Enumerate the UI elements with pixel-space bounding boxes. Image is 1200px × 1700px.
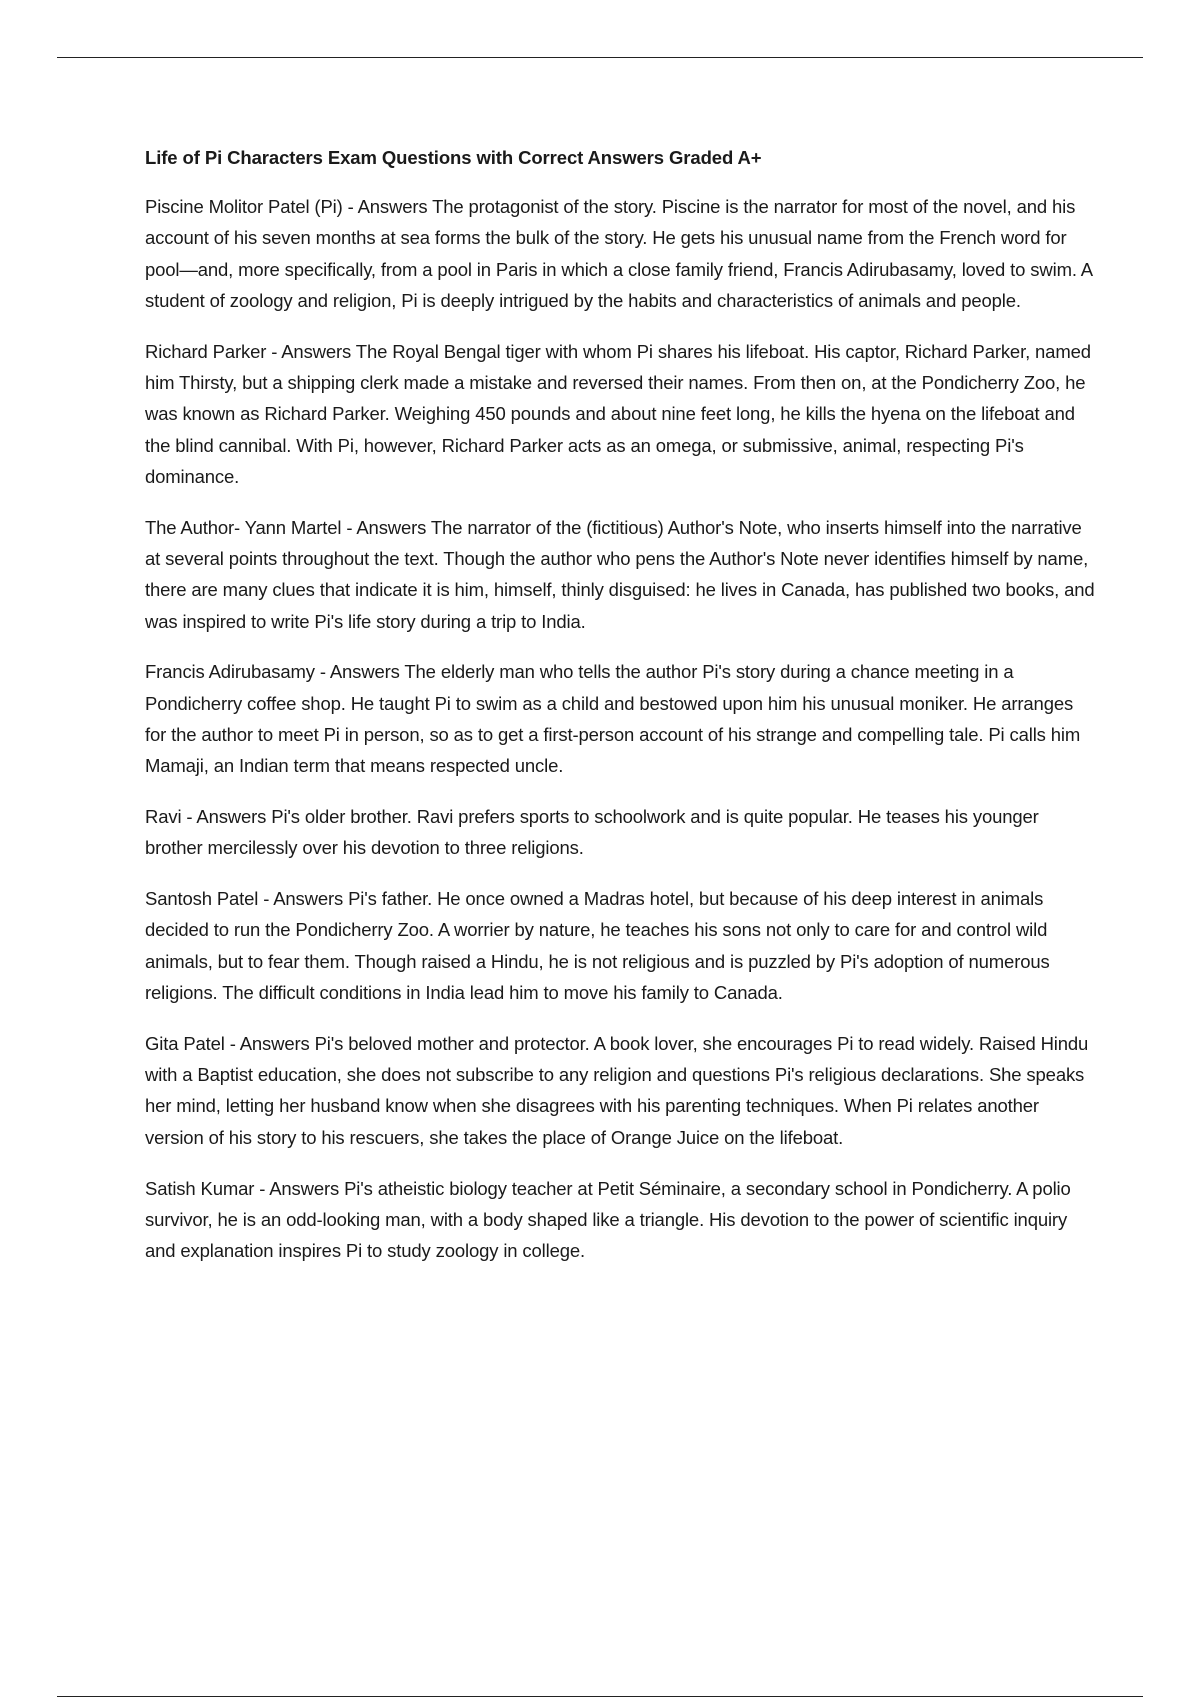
entry-gita-patel: Gita Patel - Answers Pi's beloved mother and protector. A book lover, she encourages Pi to read widely. Raised Hindu with a Baptist education, she does not subscribe to any religion and questions Pi's religious declarations. She speaks her mind, letting her husband know when she disagrees with his parenting techniques. When Pi relates another version of his story to his rescuers, she takes the place of Orange Juice on the lifeboat.	[145, 1032, 1089, 1148]
document-title: Life of Pi Characters Exam Questions with Correct Answers Graded A+	[145, 147, 762, 168]
entry-piscine-patel: Piscine Molitor Patel (Pi) - Answers The protagonist of the story. Piscine is the narrator for most of the novel, and his account of his seven months at sea forms the bulk of the story. He gets his unusual name from the French word for pool—and, more specifically, from a pool in Paris in which a close family friend, Francis Adirubasamy, loved to swim. A student of zoology and religion, Pi is deeply intrigued by the habits and characteristics of animals and people.	[145, 196, 1092, 311]
entry-santosh-patel: Santosh Patel - Answers Pi's father. He once owned a Madras hotel, but because of his deep interest in animals decided to run the Pondicherry Zoo. A worrier by nature, he teaches his sons not only to care for and control wild animals, but to fear them. Though raised a Hindu, he is not religious and is puzzled by Pi's adoption of numerous religions. The difficult conditions in India lead him to move his family to Canada.	[145, 888, 1050, 1004]
entry-yann-martel: The Author- Yann Martel - Answers The narrator of the (fictitious) Author's Note, who inserts himself into the narrative at several points throughout the text. Though the author who pens the Author's Note never identifies himself by name, there are many clues that indicate it is him, himself, thinly disguised: he lives in Canada, has published two books, and was inspired to write Pi's life story during a trip to India.	[145, 516, 1095, 632]
entry-richard-parker: Richard Parker - Answers The Royal Bengal tiger with whom Pi shares his lifeboat. His captor, Richard Parker, named him Thirsty, but a shipping clerk made a mistake and reversed their names. From then on, at the Pondicherry Zoo, he was known as Richard Parker. Weighing 450 pounds and about nine feet long, he kills the hyena on the lifeboat and the blind cannibal. With Pi, however, Richard Parker acts as an omega, or submissive, animal, respecting Pi's dominance.	[145, 340, 1091, 487]
entry-satish-kumar: Satish Kumar - Answers Pi's atheistic biology teacher at Petit Séminaire, a secondary school in Pondicherry. A polio survivor, he is an odd-looking man, with a body shaped like a triangle. His devotion to the power of scientific inquiry and explanation inspires Pi to study zoology in college.	[145, 1177, 1071, 1262]
entry-ravi: Ravi - Answers Pi's older brother. Ravi prefers sports to schoolwork and is quite popular. He teases his younger brother mercilessly over his devotion to three religions.	[145, 806, 1039, 859]
entry-francis-adirubasamy: Francis Adirubasamy - Answers The elderly man who tells the author Pi's story during a chance meeting in a Pondicherry coffee shop. He taught Pi to swim as a child and bestowed upon him his unusual moniker. He arranges for the author to meet Pi in person, so as to get a first-person account of his strange and compelling tale. Pi calls him Mamaji, an Indian term that means respected uncle.	[145, 661, 1081, 777]
document-body	[145, 142, 1095, 1286]
bottom-divider	[57, 1696, 1143, 1697]
top-divider	[57, 57, 1143, 58]
